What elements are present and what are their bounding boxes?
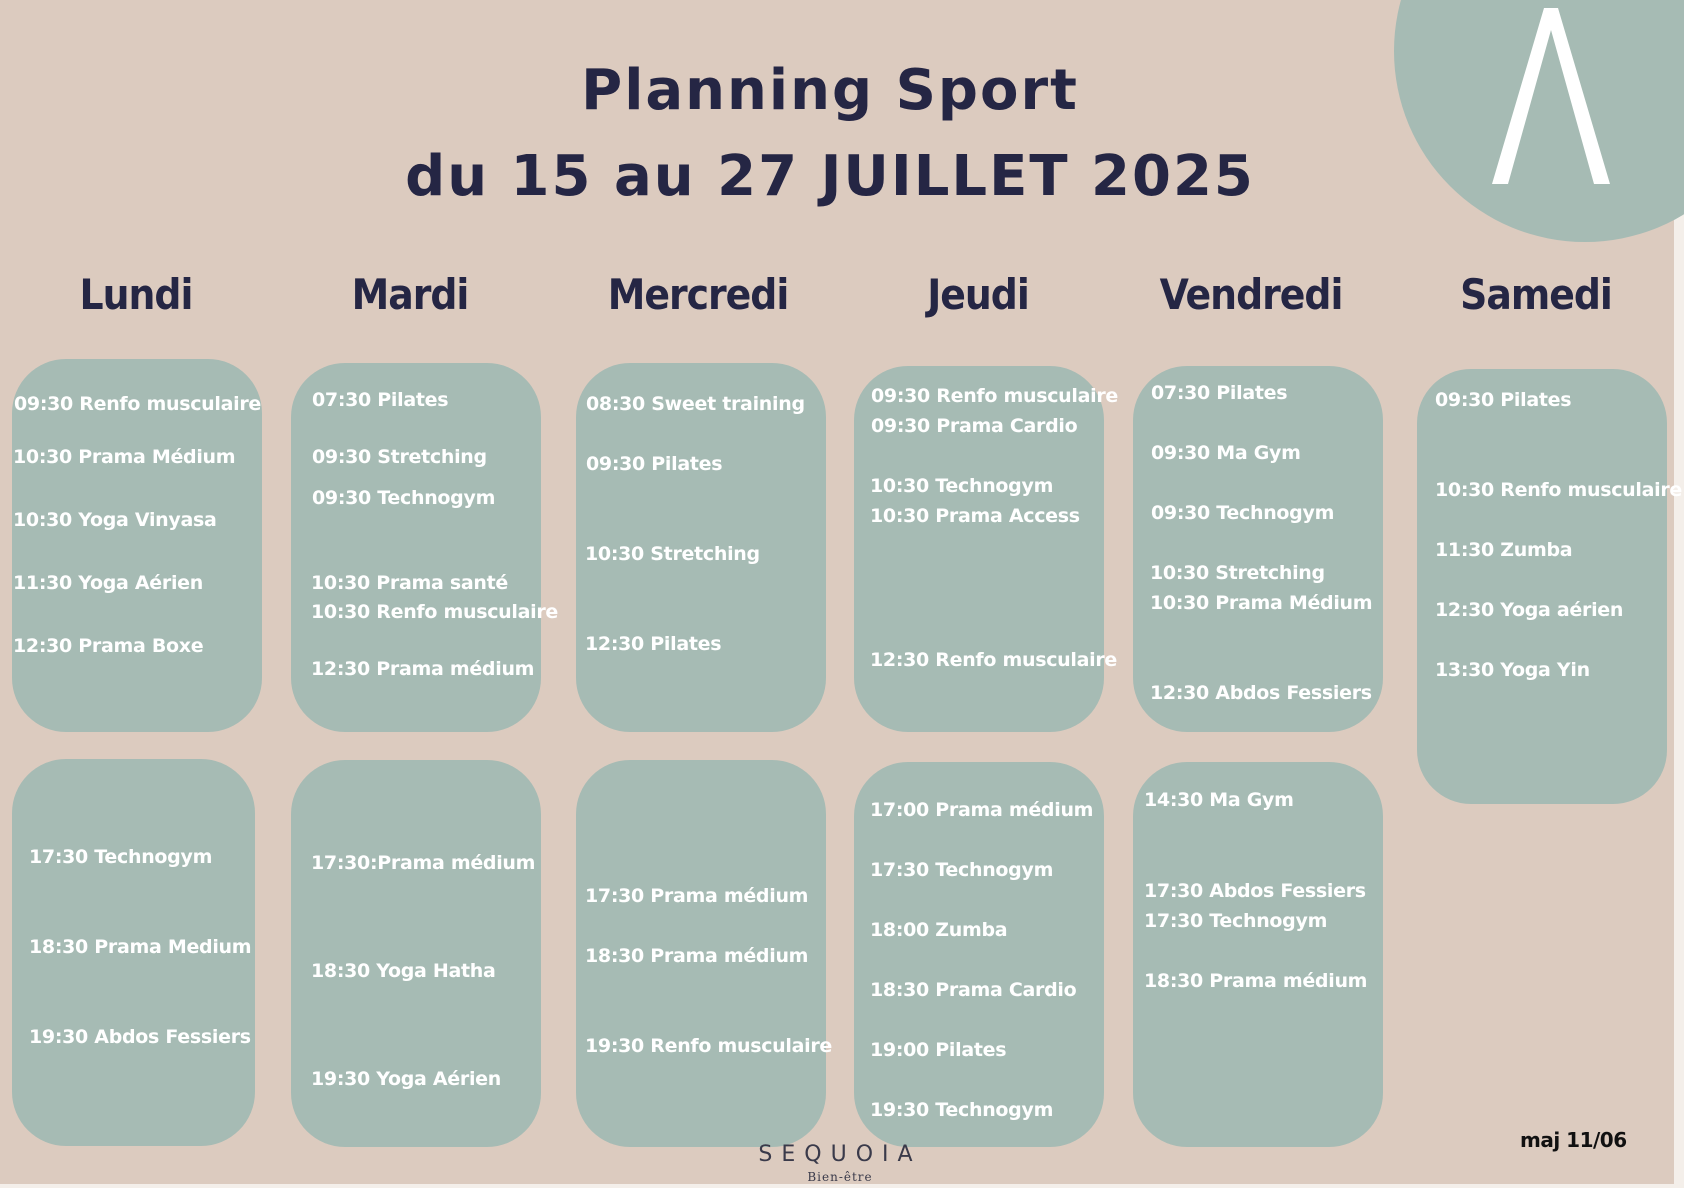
class-vendredi-0930-technogym: 09:30 Technogym [1151, 502, 1335, 524]
class-jeudi-1230: 12:30 Renfo musculaire [870, 649, 1117, 671]
class-mercredi-0930: 09:30 Pilates [586, 453, 723, 475]
class-jeudi-1800: 18:00 Zumba [870, 919, 1008, 941]
lambda-logo-icon [1492, 8, 1610, 186]
class-lundi-1230-prama: 12:30 Prama Boxe [13, 635, 204, 657]
class-samedi-0930: 09:30 Pilates [1435, 389, 1572, 411]
class-vendredi-0930-magym: 09:30 Ma Gym [1151, 442, 1301, 464]
day-header-mardi: Mardi [351, 270, 469, 319]
class-samedi-1030: 10:30 Renfo musculaire [1435, 479, 1682, 501]
morning-card-vendredi [1133, 366, 1383, 732]
class-mardi-1730: 17:30:Prama médium [311, 852, 536, 874]
page-title: Planning Sport [581, 58, 1079, 123]
class-jeudi-1030-technogym: 10:30 Technogym [870, 475, 1054, 497]
class-vendredi-1730-abdos: 17:30 Abdos Fessiers [1144, 880, 1366, 902]
morning-card-samedi [1417, 369, 1667, 804]
class-jeudi-0930-renfo: 09:30 Renfo musculaire [871, 385, 1118, 407]
class-jeudi-1030-prama: 10:30 Prama Access [870, 505, 1080, 527]
class-mercredi-1030: 10:30 Stretching [585, 543, 760, 565]
class-lundi-1030-yoga: 10:30 Yoga Vinyasa [13, 509, 217, 531]
class-lundi-1030-prama: 10:30 Prama Médium [13, 446, 236, 468]
day-header-lundi: Lundi [79, 270, 193, 319]
page-subtitle-dates: du 15 au 27 JUILLET 2025 [405, 144, 1255, 209]
class-mercredi-1730: 17:30 Prama médium [585, 885, 809, 907]
class-lundi-1830: 18:30 Prama Medium [29, 936, 252, 958]
class-jeudi-1930: 19:30 Technogym [870, 1099, 1054, 1121]
class-vendredi-1030-stretching: 10:30 Stretching [1150, 562, 1325, 584]
class-jeudi-1830: 18:30 Prama Cardio [870, 979, 1077, 1001]
brand-tagline: Bien-être [807, 1170, 873, 1184]
class-mercredi-1930: 19:30 Renfo musculaire [585, 1035, 832, 1057]
class-vendredi-1230: 12:30 Abdos Fessiers [1150, 682, 1372, 704]
class-vendredi-1730-technogym: 17:30 Technogym [1144, 910, 1328, 932]
class-samedi-1330: 13:30 Yoga Yin [1435, 659, 1590, 681]
logo-badge [1394, 0, 1684, 242]
class-mercredi-1830: 18:30 Prama médium [585, 945, 809, 967]
class-samedi-1130: 11:30 Zumba [1435, 539, 1573, 561]
day-header-samedi: Samedi [1460, 270, 1612, 319]
class-mardi-1030-renfo: 10:30 Renfo musculaire [311, 601, 558, 623]
class-mardi-1030-prama: 10:30 Prama santé [311, 572, 508, 594]
class-jeudi-1900: 19:00 Pilates [870, 1039, 1007, 1061]
class-lundi-1930: 19:30 Abdos Fessiers [29, 1026, 251, 1048]
class-mardi-0730: 07:30 Pilates [312, 389, 449, 411]
class-mardi-1830: 18:30 Yoga Hatha [311, 960, 496, 982]
class-jeudi-1730: 17:30 Technogym [870, 859, 1054, 881]
day-header-vendredi: Vendredi [1159, 270, 1343, 319]
class-vendredi-1830: 18:30 Prama médium [1144, 970, 1368, 992]
update-date: maj 11/06 [1520, 1128, 1627, 1152]
class-lundi-0930-renfo: 09:30 Renfo musculaire [14, 393, 261, 415]
class-mercredi-0830: 08:30 Sweet training [586, 393, 805, 415]
brand-logo-text: SEQUOIA [758, 1142, 922, 1167]
class-lundi-1730: 17:30 Technogym [29, 846, 213, 868]
class-mardi-1230: 12:30 Prama médium [311, 658, 535, 680]
class-mardi-0930-technogym: 09:30 Technogym [312, 487, 496, 509]
day-header-jeudi: Jeudi [927, 270, 1029, 319]
class-mardi-0930-stretching: 09:30 Stretching [312, 446, 487, 468]
class-jeudi-1700: 17:00 Prama médium [870, 799, 1094, 821]
class-vendredi-1430: 14:30 Ma Gym [1144, 789, 1294, 811]
class-lundi-1130-yoga: 11:30 Yoga Aérien [13, 572, 203, 594]
day-header-mercredi: Mercredi [607, 270, 789, 319]
class-mercredi-1230: 12:30 Pilates [585, 633, 722, 655]
class-samedi-1230: 12:30 Yoga aérien [1435, 599, 1624, 621]
class-vendredi-1030-prama: 10:30 Prama Médium [1150, 592, 1373, 614]
evening-card-vendredi [1133, 762, 1383, 1147]
class-mardi-1930: 19:30 Yoga Aérien [311, 1068, 501, 1090]
bottom-edge-strip [0, 1184, 1684, 1188]
class-jeudi-0930-prama: 09:30 Prama Cardio [871, 415, 1078, 437]
class-vendredi-0730: 07:30 Pilates [1151, 382, 1288, 404]
